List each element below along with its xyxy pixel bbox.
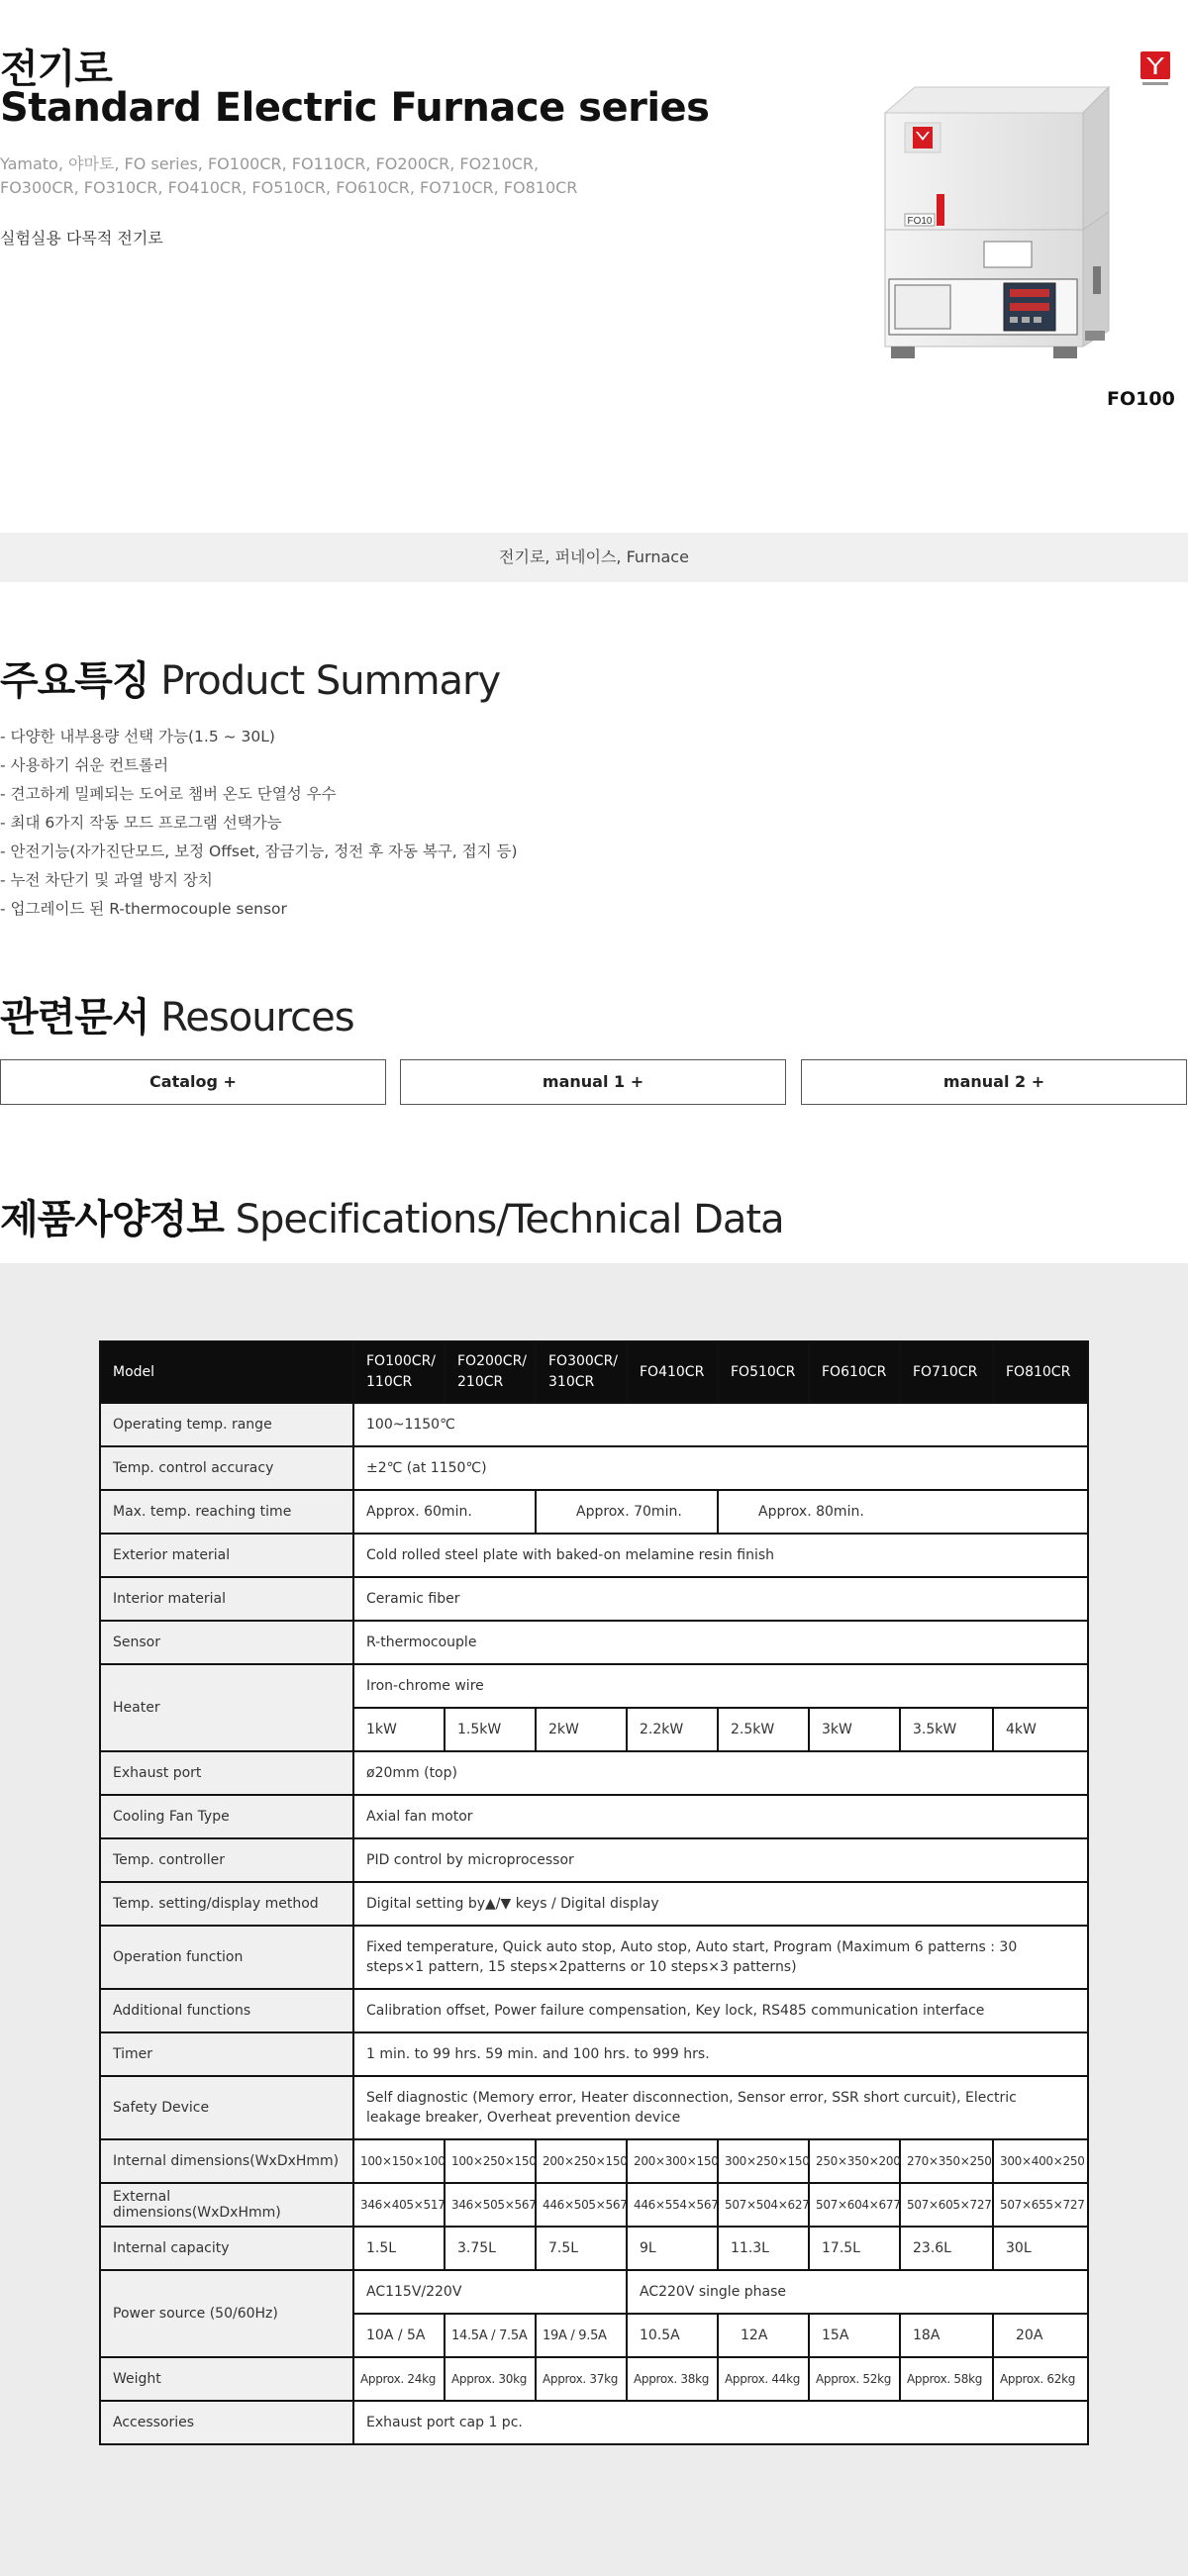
table-cell: 14.5A / 7.5A xyxy=(445,2314,536,2357)
table-cell: 17.5L xyxy=(809,2227,900,2270)
table-cell: 200×250×150 xyxy=(536,2139,627,2183)
table-header-row xyxy=(100,1341,1088,1403)
table-row xyxy=(100,2270,1088,2314)
table-row xyxy=(100,1751,1088,1795)
table-cell: 3.5kW xyxy=(900,1708,993,1751)
table-cell: 20A xyxy=(993,2314,1088,2357)
catalog-download-button[interactable]: Catalog + xyxy=(0,1059,386,1105)
table-cell: Approx. 37kg xyxy=(536,2357,627,2401)
table-cell: 2.5kW xyxy=(718,1708,809,1751)
product-summary-list xyxy=(0,723,518,924)
table-cell: 507×655×727 xyxy=(993,2183,1088,2227)
table-row xyxy=(100,2032,1088,2076)
table-cell: 7.5L xyxy=(536,2227,627,2270)
table-row-label: Sensor xyxy=(100,1621,353,1664)
table-cell: 507×605×727 xyxy=(900,2183,993,2227)
table-row-label: Interior material xyxy=(100,1577,353,1621)
table-row-label: Max. temp. reaching time xyxy=(100,1490,353,1534)
table-cell: 250×350×200 xyxy=(809,2139,900,2183)
table-cell: 100×150×100 xyxy=(353,2139,445,2183)
svg-text:FO10: FO10 xyxy=(907,216,933,227)
table-cell: AC220V single phase xyxy=(627,2270,1088,2314)
table-cell: 3.75L xyxy=(445,2227,536,2270)
table-cell: 346×405×517 xyxy=(353,2183,445,2227)
table-row xyxy=(100,2357,1088,2401)
table-header-cell: FO300CR/ 310CR xyxy=(536,1341,627,1403)
table-row xyxy=(100,1403,1088,1446)
table-row xyxy=(100,1926,1088,1989)
table-header-cell: FO200CR/ 210CR xyxy=(445,1341,536,1403)
table-cell: Cold rolled steel plate with baked-on melamine resin finish xyxy=(353,1534,1088,1577)
table-cell: 2.2kW xyxy=(627,1708,718,1751)
table-cell: PID control by microprocessor xyxy=(353,1838,1088,1882)
table-row-label: Internal capacity xyxy=(100,2227,353,2270)
table-cell: 9L xyxy=(627,2227,718,2270)
table-cell: 270×350×250 xyxy=(900,2139,993,2183)
table-row-label: Additional functions xyxy=(100,1989,353,2032)
specifications-heading: 제품사양정보 Specifications/Technical Data xyxy=(0,1197,784,1242)
table-cell: 446×554×567 xyxy=(627,2183,718,2227)
table-row-label: Weight xyxy=(100,2357,353,2401)
table-row xyxy=(100,1446,1088,1490)
table-cell: Approx. 38kg xyxy=(627,2357,718,2401)
table-row-label: Exterior material xyxy=(100,1534,353,1577)
table-cell: 19A / 9.5A xyxy=(536,2314,627,2357)
table-cell: Approx. 62kg xyxy=(993,2357,1088,2401)
table-row xyxy=(100,2139,1088,2183)
manual-2-download-button[interactable]: manual 2 + xyxy=(801,1059,1187,1105)
table-row xyxy=(100,1838,1088,1882)
list-item: - 누전 차단기 및 과열 방지 장치 xyxy=(0,871,213,889)
table-cell: 346×505×567 xyxy=(445,2183,536,2227)
table-header-cell: FO510CR xyxy=(718,1341,809,1403)
table-row xyxy=(100,1534,1088,1577)
table-cell: 446×505×567 xyxy=(536,2183,627,2227)
table-row xyxy=(100,1664,1088,1708)
list-item: - 다양한 내부용량 선택 가능(1.5 ~ 30L) xyxy=(0,728,275,745)
table-cell: Approx. 80min. xyxy=(718,1490,1088,1534)
table-row-label: Timer xyxy=(100,2032,353,2076)
table-cell: 10.5A xyxy=(627,2314,718,2357)
table-row xyxy=(100,1577,1088,1621)
table-cell: 100~1150℃ xyxy=(353,1403,1088,1446)
table-cell: 300×250×150 xyxy=(718,2139,809,2183)
table-cell: AC115V/220V xyxy=(353,2270,627,2314)
table-cell: Approx. 44kg xyxy=(718,2357,809,2401)
table-row-label: Temp. setting/display method xyxy=(100,1882,353,1926)
table-cell: 507×604×677 xyxy=(809,2183,900,2227)
table-cell: 12A xyxy=(718,2314,809,2357)
table-cell: 1.5L xyxy=(353,2227,445,2270)
table-cell: 3kW xyxy=(809,1708,900,1751)
table-row-label: Temp. controller xyxy=(100,1838,353,1882)
list-item: - 안전기능(자가진단모드, 보정 Offset, 잠금기능, 정전 후 자동 복구, 접지 등) xyxy=(0,842,518,860)
specifications-table xyxy=(99,1340,1089,2445)
table-row xyxy=(100,2227,1088,2270)
table-cell: ±2℃ (at 1150℃) xyxy=(353,1446,1088,1490)
table-cell: Calibration offset, Power failure compensation, Key lock, RS485 communication interface xyxy=(353,1989,1088,2032)
product-hero xyxy=(0,0,1188,535)
table-cell: Approx. 60min. xyxy=(353,1490,536,1534)
table-cell: 2kW xyxy=(536,1708,627,1751)
table-cell: 11.3L xyxy=(718,2227,809,2270)
list-item: - 견고하게 밀폐되는 도어로 챔버 온도 단열성 우수 xyxy=(0,785,337,803)
table-row xyxy=(100,2401,1088,2444)
table-cell: 4kW xyxy=(993,1708,1088,1751)
table-header-cell: FO100CR/ 110CR xyxy=(353,1341,445,1403)
product-image-caption: FO100 xyxy=(1107,388,1175,410)
table-row xyxy=(100,2183,1088,2227)
table-header-cell: FO710CR xyxy=(900,1341,993,1403)
table-cell: Approx. 30kg xyxy=(445,2357,536,2401)
table-row-label: External dimensions(WxDxHmm) xyxy=(100,2183,353,2227)
table-cell: Fixed temperature, Quick auto stop, Auto stop, Auto start, Program (Maximum 6 patterns : 30 steps×1 pattern, 15 steps×2patterns or 10 steps×3 patterns) xyxy=(353,1926,1088,1989)
table-row-label: Operating temp. range xyxy=(100,1403,353,1446)
list-item: - 최대 6가지 작동 모드 프로그램 선택가능 xyxy=(0,814,282,832)
table-cell: R-thermocouple xyxy=(353,1621,1088,1664)
table-cell: Axial fan motor xyxy=(353,1795,1088,1838)
table-header-cell: FO610CR xyxy=(809,1341,900,1403)
table-cell: Approx. 70min. xyxy=(536,1490,718,1534)
table-row-label: Temp. control accuracy xyxy=(100,1446,353,1490)
table-cell: 100×250×150 xyxy=(445,2139,536,2183)
table-row xyxy=(100,1621,1088,1664)
table-row-label: Operation function xyxy=(100,1926,353,1989)
resources-heading: 관련문서 Resources xyxy=(0,995,354,1040)
list-item: - 업그레이드 된 R-thermocouple sensor xyxy=(0,900,287,918)
table-row-label: Exhaust port xyxy=(100,1751,353,1795)
table-cell: 10A / 5A xyxy=(353,2314,445,2357)
table-header-cell: Model xyxy=(100,1341,353,1403)
page-title-english: Standard Electric Furnace series xyxy=(0,85,710,131)
manual-1-download-button[interactable]: manual 1 + xyxy=(400,1059,786,1105)
furnace-product-image xyxy=(875,83,1113,370)
model-keywords: Yamato, 야마토, FO series, FO100CR, FO110CR, FO200CR, FO210CR, FO300CR, FO310CR, FO410CR, FO510CR, FO610CR, FO710CR, FO810CR xyxy=(0,154,578,197)
table-cell: Ceramic fiber xyxy=(353,1577,1088,1621)
table-row-label: Cooling Fan Type xyxy=(100,1795,353,1838)
table-row xyxy=(100,1490,1088,1534)
list-item: - 사용하기 쉬운 컨트롤러 xyxy=(0,756,169,774)
product-summary-heading: 주요특징 Product Summary xyxy=(0,658,501,704)
table-cell: ø20mm (top) xyxy=(353,1751,1088,1795)
table-row-label: Accessories xyxy=(100,2401,353,2444)
page-title-korean: 전기로 xyxy=(0,47,112,92)
yamato-logo-icon xyxy=(1140,51,1170,87)
table-cell: Digital setting by▲/▼ keys / Digital display xyxy=(353,1882,1088,1926)
table-row xyxy=(100,2076,1088,2139)
table-cell: Iron-chrome wire xyxy=(353,1664,1088,1708)
category-tags: 전기로, 퍼네이스, Furnace xyxy=(0,533,1188,582)
table-cell: 1.5kW xyxy=(445,1708,536,1751)
table-row xyxy=(100,1795,1088,1838)
table-cell: 507×504×627 xyxy=(718,2183,809,2227)
table-cell: Self diagnostic (Memory error, Heater disconnection, Sensor error, SSR short curcuit), Electric leakage breaker, Overheat prevention device xyxy=(353,2076,1088,2139)
table-cell: 23.6L xyxy=(900,2227,993,2270)
table-cell: Approx. 24kg xyxy=(353,2357,445,2401)
table-cell: 300×400×250 xyxy=(993,2139,1088,2183)
table-header-cell: FO410CR xyxy=(627,1341,718,1403)
table-cell: 30L xyxy=(993,2227,1088,2270)
table-row-label: Internal dimensions(WxDxHmm) xyxy=(100,2139,353,2183)
product-description: 실험실용 다목적 전기로 xyxy=(0,229,163,248)
table-cell: 200×300×150 xyxy=(627,2139,718,2183)
table-row-label: Heater xyxy=(100,1664,353,1751)
table-row-label: Power source (50/60Hz) xyxy=(100,2270,353,2357)
table-cell: Approx. 52kg xyxy=(809,2357,900,2401)
table-cell: 1kW xyxy=(353,1708,445,1751)
table-row xyxy=(100,1882,1088,1926)
table-row xyxy=(100,1989,1088,2032)
table-cell: 15A xyxy=(809,2314,900,2357)
table-cell: 18A xyxy=(900,2314,993,2357)
table-cell: Exhaust port cap 1 pc. xyxy=(353,2401,1088,2444)
table-cell: 1 min. to 99 hrs. 59 min. and 100 hrs. to 999 hrs. xyxy=(353,2032,1088,2076)
table-header-cell: FO810CR xyxy=(993,1341,1088,1403)
table-row-label: Safety Device xyxy=(100,2076,353,2139)
table-cell: Approx. 58kg xyxy=(900,2357,993,2401)
